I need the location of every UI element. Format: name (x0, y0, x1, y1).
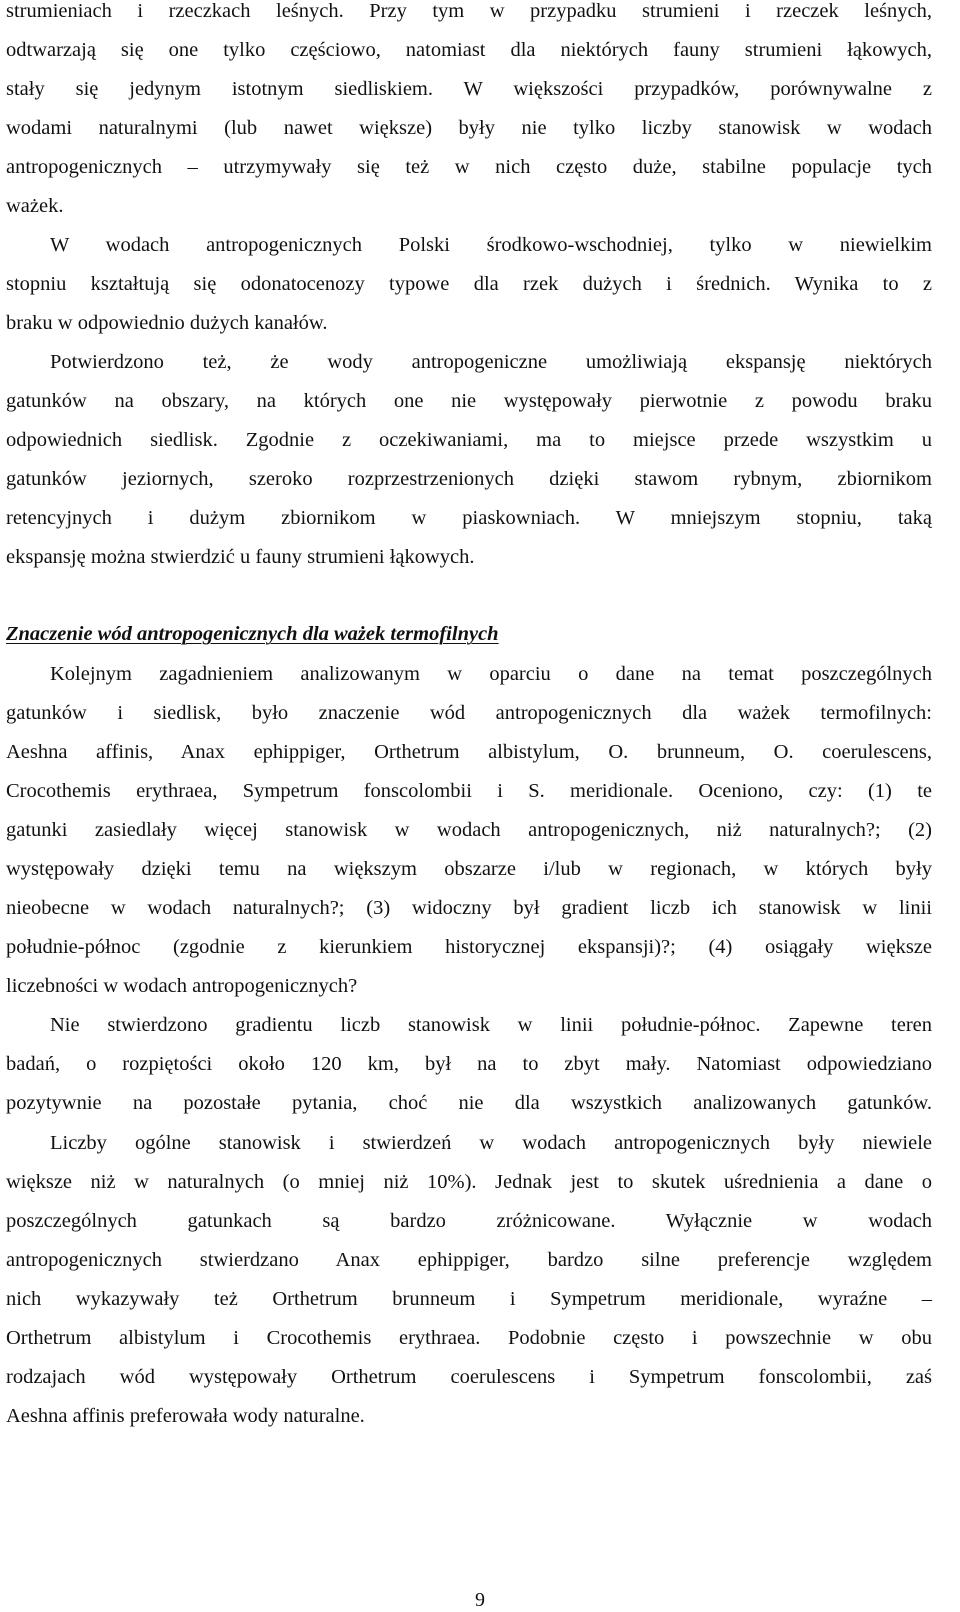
text-line: ekspansję można stwierdzić u fauny strumieni łąkowych. (6, 546, 475, 568)
text-line: nich wykazywały też Orthetrum brunneum i Sympetrum meridionale, wyraźne – (6, 1288, 932, 1310)
text-line: Nie stwierdzono gradientu liczb stanowisk w linii południe-północ. Zapewne teren (50, 1014, 932, 1036)
text-line: gatunki zasiedlały więcej stanowisk w wodach antropogenicznych, niż naturalnych?; (2) (6, 819, 932, 841)
text-line: Kolejnym zagadnieniem analizowanym w oparciu o dane na temat poszczególnych (50, 663, 932, 685)
text-line: antropogenicznych – utrzymywały się też w nich często duże, stabilne populacje tych (6, 156, 932, 178)
text-line: ważek. (6, 195, 64, 217)
text-line: W wodach antropogenicznych Polski środkowo-wschodniej, tylko w niewielkim (50, 234, 932, 256)
text-line: strumieniach i rzeczkach leśnych. Przy tym w przypadku strumieni i rzeczek leśnych, (6, 0, 932, 22)
text-line: Aeshna affinis, Anax ephippiger, Orthetrum albistylum, O. brunneum, O. coerulescens, (6, 741, 932, 763)
text-line: Aeshna affinis preferowała wody naturalne. (6, 1405, 365, 1427)
text-line: Potwierdzono też, że wody antropogeniczne umożliwiają ekspansję niektórych (50, 351, 932, 373)
text-line: liczebności w wodach antropogenicznych? (6, 975, 358, 997)
text-line: Crocothemis erythraea, Sympetrum fonscolombii i S. meridionale. Oceniono, czy: (1) te (6, 780, 932, 802)
text-line: gatunków na obszary, na których one nie występowały pierwotnie z powodu braku (6, 390, 932, 412)
text-line: Liczby ogólne stanowisk i stwierdzeń w wodach antropogenicznych były niewiele (50, 1132, 932, 1154)
text-line: nieobecne w wodach naturalnych?; (3) widoczny był gradient liczb ich stanowisk w linii (6, 897, 932, 919)
text-line: pozytywnie na pozostałe pytania, choć nie dla wszystkich analizowanych gatunków. (6, 1092, 932, 1114)
text-line: gatunków i siedlisk, było znaczenie wód antropogenicznych dla ważek termofilnych: (6, 702, 932, 724)
text-line: antropogenicznych stwierdzano Anax ephippiger, bardzo silne preferencje względem (6, 1249, 932, 1271)
text-line: południe-północ (zgodnie z kierunkiem historycznej ekspansji)?; (4) osiągały większe (6, 936, 932, 958)
section-heading: Znaczenie wód antropogenicznych dla ważek termofilnych (6, 623, 499, 645)
text-line: badań, o rozpiętości około 120 km, był na to zbyt mały. Natomiast odpowiedziano (6, 1053, 932, 1075)
text-line: poszczególnych gatunkach są bardzo zróżnicowane. Wyłącznie w wodach (6, 1210, 932, 1232)
text-line: stopniu kształtują się odonatocenozy typowe dla rzek dużych i średnich. Wynika to z (6, 273, 932, 295)
text-line: Orthetrum albistylum i Crocothemis erythraea. Podobnie często i powszechnie w obu (6, 1327, 932, 1349)
text-line: braku w odpowiednio dużych kanałów. (6, 312, 328, 334)
text-line: występowały dzięki temu na większym obszarze i/lub w regionach, w których były (6, 858, 932, 880)
page-number: 9 (475, 1589, 485, 1611)
text-line: retencyjnych i dużym zbiornikom w piaskowniach. W mniejszym stopniu, taką (6, 507, 932, 529)
text-line: rodzajach wód występowały Orthetrum coerulescens i Sympetrum fonscolombii, zaś (6, 1366, 932, 1388)
text-line: stały się jedynym istotnym siedliskiem. W większości przypadków, porównywalne z (6, 78, 932, 100)
text-line: większe niż w naturalnych (o mniej niż 10%). Jednak jest to skutek uśrednienia a dane o (6, 1171, 932, 1193)
text-line: gatunków jeziornych, szeroko rozprzestrzenionych dzięki stawom rybnym, zbiornikom (6, 468, 932, 490)
text-line: odtwarzają się one tylko częściowo, natomiast dla niektórych fauny strumieni łąkowych, (6, 39, 932, 61)
text-line: odpowiednich siedlisk. Zgodnie z oczekiwaniami, ma to miejsce przede wszystkim u (6, 429, 932, 451)
text-line: wodami naturalnymi (lub nawet większe) były nie tylko liczby stanowisk w wodach (6, 117, 932, 139)
